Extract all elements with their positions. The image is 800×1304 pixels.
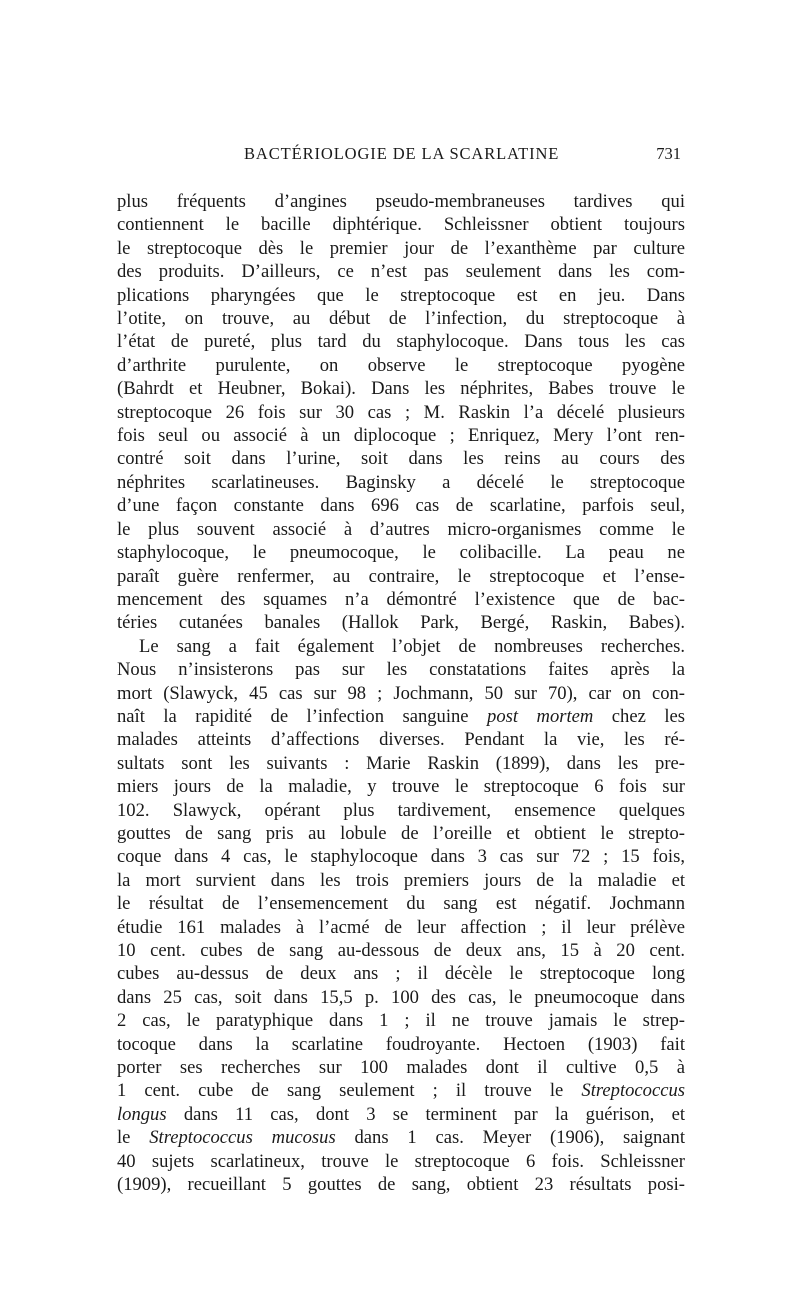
text-line: néphrites scarlatineuses. Baginsky a décelé le streptocoque: [117, 471, 685, 493]
text-line: le plus souvent associé à d’autres micro-organismes comme le: [117, 518, 685, 540]
text-line: porter ses recherches sur 100 malades dont il cultive 0,5 à: [117, 1057, 685, 1079]
text-line: d’arthrite purulente, on observe le streptocoque pyogène: [117, 354, 685, 376]
text-line: (Bahrdt et Heubner, Bokai). Dans les néphrites, Babes trouve le: [117, 378, 685, 400]
text-line: 40 sujets scarlatineux, trouve le streptocoque 6 fois. Schleissner: [117, 1150, 685, 1172]
text-line: Le sang a fait également l’objet de nombreuses recherches.: [139, 635, 685, 657]
text-line: dans 25 cas, soit dans 15,5 p. 100 des cas, le pneumocoque dans: [117, 986, 685, 1008]
running-title: BACTÉRIOLOGIE DE LA SCARLATINE: [244, 144, 560, 163]
text-line: étudie 161 malades à l’acmé de leur affection ; il leur prélève: [117, 916, 685, 938]
text-line: plications pharyngées que le streptocoque est en jeu. Dans: [117, 284, 685, 306]
text-line: le résultat de l’ensemencement du sang est négatif. Jochmann: [117, 893, 685, 915]
text-line: l’état de pureté, plus tard du staphylocoque. Dans tous les cas: [117, 331, 685, 353]
text-line: mort (Slawyck, 45 cas sur 98 ; Jochmann, 50 sur 70), car on con-: [117, 682, 685, 704]
text-line: sultats sont les suivants : Marie Raskin (1899), dans les pre-: [117, 752, 685, 774]
text-line: la mort survient dans les trois premiers jours de la maladie et: [117, 869, 685, 891]
text-line: contré soit dans l’urine, soit dans les reins au cours des: [117, 448, 685, 470]
text-line: 1 cent. cube de sang seulement ; il trouve le Streptococcus: [117, 1080, 685, 1102]
text-line: 102. Slawyck, opérant plus tardivement, ensemence quelques: [117, 799, 685, 821]
text-line: contiennent le bacille diphtérique. Schleissner obtient toujours: [117, 214, 685, 236]
text-line: 2 cas, le paratyphique dans 1 ; il ne trouve jamais le strep-: [117, 1010, 685, 1032]
text-line: coque dans 4 cas, le staphylocoque dans 3 cas sur 72 ; 15 fois,: [117, 846, 685, 868]
text-line: l’otite, on trouve, au début de l’infection, du streptocoque à: [117, 308, 685, 330]
text-line: naît la rapidité de l’infection sanguine post mortem chez les: [117, 705, 685, 727]
text-line: paraît guère renfermer, au contraire, le streptocoque et l’ense-: [117, 565, 685, 587]
text-line: cubes au-dessus de deux ans ; il décèle le streptocoque long: [117, 963, 685, 985]
text-line: mencement des squames n’a démontré l’existence que de bac-: [117, 588, 685, 610]
text-line: gouttes de sang pris au lobule de l’oreille et obtient le strepto-: [117, 822, 685, 844]
text-line: 10 cent. cubes de sang au-dessous de deux ans, 15 à 20 cent.: [117, 940, 685, 961]
text-line: fois seul ou associé à un diplocoque ; Enriquez, Mery l’ont ren-: [117, 425, 685, 447]
page-number: 731: [656, 144, 681, 163]
text-line: malades atteints d’affections diverses. Pendant la vie, les ré-: [117, 729, 685, 751]
text-line: des produits. D’ailleurs, ce n’est pas seulement dans les com-: [117, 261, 685, 283]
text-line: staphylocoque, le pneumocoque, le colibacille. La peau ne: [117, 542, 685, 564]
text-line: tocoque dans la scarlatine foudroyante. Hectoen (1903) fait: [117, 1033, 685, 1055]
page-header: [117, 144, 685, 166]
body-text: [117, 190, 685, 1196]
text-line: d’une façon constante dans 696 cas de scarlatine, parfois seul,: [117, 495, 685, 517]
text-line: (1909), recueillant 5 gouttes de sang, obtient 23 résultats posi-: [117, 1174, 685, 1196]
text-line: téries cutanées banales (Hallok Park, Bergé, Raskin, Babes).: [117, 612, 685, 634]
text-line: plus fréquents d’angines pseudo-membraneuses tardives qui: [117, 191, 685, 212]
text-line: le Streptococcus mucosus dans 1 cas. Meyer (1906), saignant: [117, 1127, 685, 1149]
text-line: miers jours de la maladie, y trouve le streptocoque 6 fois sur: [117, 776, 685, 798]
text-line: longus dans 11 cas, dont 3 se terminent par la guérison, et: [117, 1103, 685, 1125]
text-line: streptocoque 26 fois sur 30 cas ; M. Raskin l’a décelé plusieurs: [117, 401, 685, 423]
text-line: Nous n’insisterons pas sur les constatations faites après la: [117, 659, 685, 681]
text-line: le streptocoque dès le premier jour de l’exanthème par culture: [117, 237, 685, 259]
